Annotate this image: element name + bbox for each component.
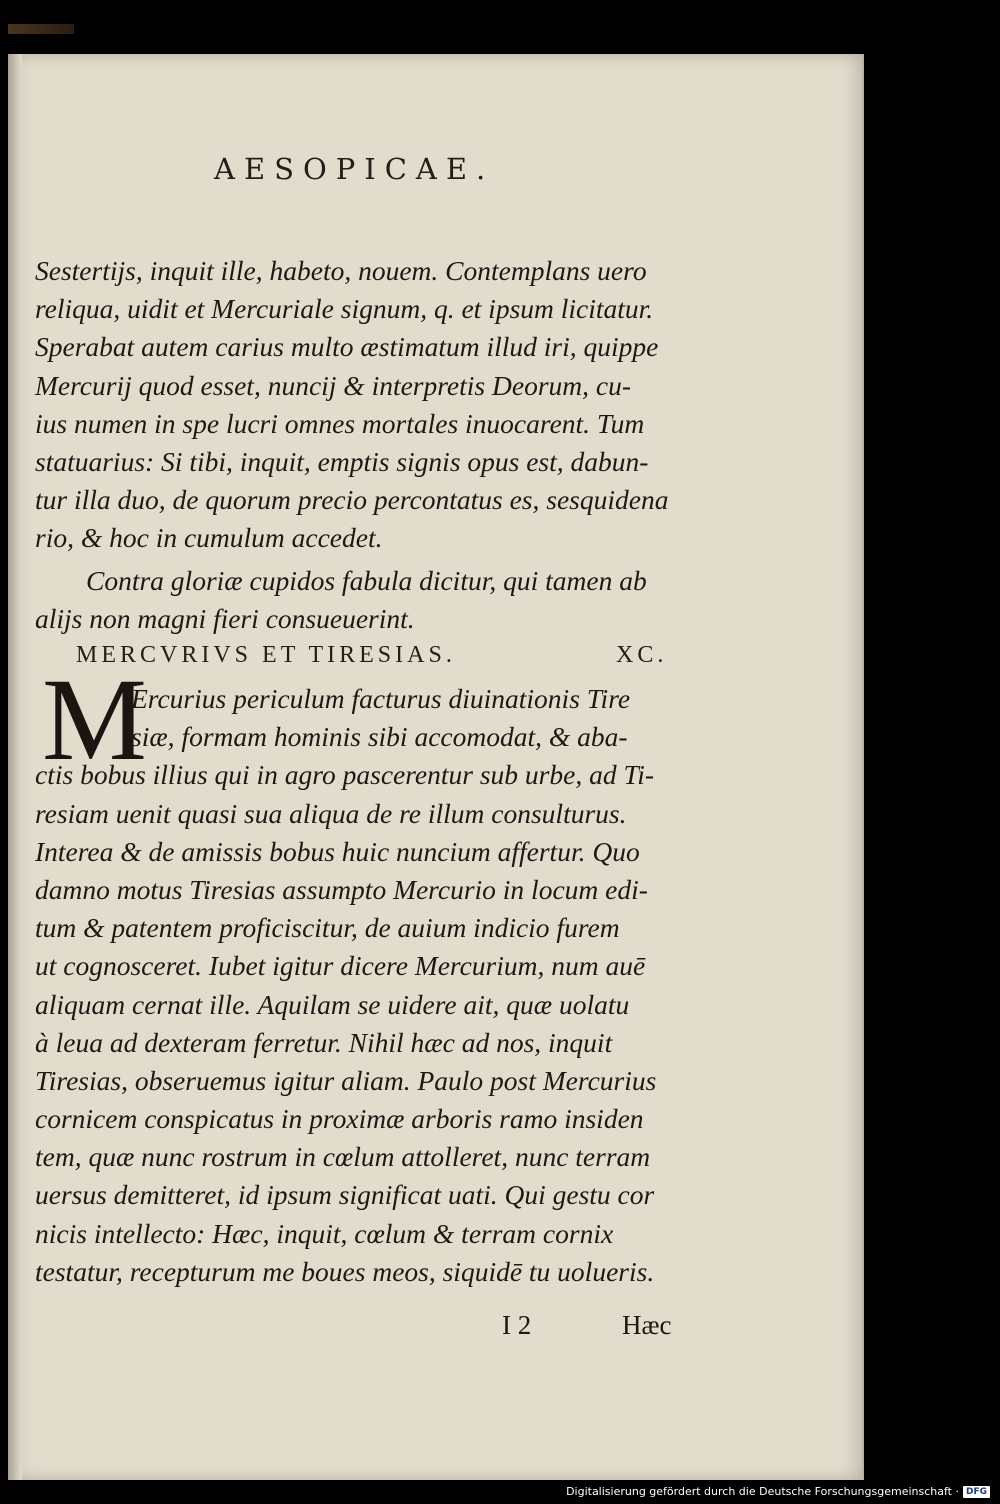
paragraph-1 xyxy=(35,252,675,558)
signature-mark: I 2 xyxy=(502,1310,532,1340)
text-line: à leua ad dexteram ferretur. Nihil hæc ad nos, inquit xyxy=(35,1026,613,1058)
text-line: siæ, formam hominis sibi accomodat, & aba- xyxy=(131,721,628,753)
drop-cap: M xyxy=(42,654,147,785)
text-line: damno motus Tiresias assumpto Mercurio in locum edi- xyxy=(35,873,648,905)
text-line: rio, & hoc in cumulum accedet. xyxy=(35,522,383,554)
text-line: ctis bobus illius qui in agro pascerentur sub urbe, ad Ti- xyxy=(35,759,655,791)
text-line: Mercurij quod esset, nuncij & interpretis Deorum, cu- xyxy=(35,369,631,401)
book-page xyxy=(8,54,864,1480)
text-line: aliquam cernat ille. Aquilam se uidere ait, quæ uolatu xyxy=(35,988,630,1020)
text-line: Tiresias, obseruemus igitur aliam. Paulo post Mercurius xyxy=(35,1064,657,1096)
text-line: tem, quæ nunc rostrum in cœlum attolleret, nunc terram xyxy=(35,1141,651,1173)
moral xyxy=(35,562,675,638)
credit-text: Digitalisierung gefördert durch die Deutsche Forschungsgemeinschaft · xyxy=(566,1485,959,1498)
text-line: tum & patentem proficiscitur, de auium indicio furem xyxy=(35,912,620,944)
catchword: Hæc xyxy=(622,1310,672,1340)
text-line: Sestertijs, inquit ille, habeto, nouem. Contemplans uero xyxy=(35,255,647,286)
fable-heading xyxy=(76,642,716,669)
text-line: Ercurius periculum facturus diuinationis Tire xyxy=(131,683,631,714)
text-line: cornicem conspicatus in proximæ arboris ramo insiden xyxy=(35,1103,644,1135)
text-line: tur illa duo, de quorum precio percontatus es, sesquidena xyxy=(35,484,669,516)
text-line: Sperabat autem carius multo æstimatum illud iri, quippe xyxy=(35,331,659,363)
text-line: alijs non magni fieri consueuerint. xyxy=(35,603,415,635)
page-gutter-shadow xyxy=(8,54,22,1480)
digitization-credit xyxy=(566,1484,990,1500)
text-line: reliqua, uidit et Mercuriale signum, q. et ipsum licitatur. xyxy=(35,293,654,325)
dfg-logo-icon: DFG xyxy=(963,1486,990,1498)
text-line: ut cognosceret. Iubet igitur dicere Mercurium, num auē xyxy=(35,950,646,982)
fable-number: XC. xyxy=(616,642,668,668)
text-line: testatur, recepturum me boues meos, siquidē tu uolueris. xyxy=(35,1255,655,1287)
scan-edge-mark xyxy=(8,24,74,34)
text-line: ius numen in spe lucri omnes mortales inuocarent. Tum xyxy=(35,407,645,439)
running-head: AESOPICAE. xyxy=(214,152,495,186)
text-line: Interea & de amissis bobus huic nuncium affertur. Quo xyxy=(35,835,640,867)
text-line: nicis intellecto: Hæc, inquit, cœlum & terram cornix xyxy=(35,1217,614,1249)
text-line: Contra gloriæ cupidos fabula dicitur, qui tamen ab xyxy=(86,565,647,596)
fable-title: MERCVRIVS ET TIRESIAS. xyxy=(76,642,456,668)
text-line: statuarius: Si tibi, inquit, emptis signis opus est, dabun- xyxy=(35,445,649,477)
text-line: uersus demitteret, id ipsum significat uati. Qui gestu cor xyxy=(35,1179,655,1211)
text-line: resiam uenit quasi sua aliqua de re illum consulturus. xyxy=(35,797,627,829)
